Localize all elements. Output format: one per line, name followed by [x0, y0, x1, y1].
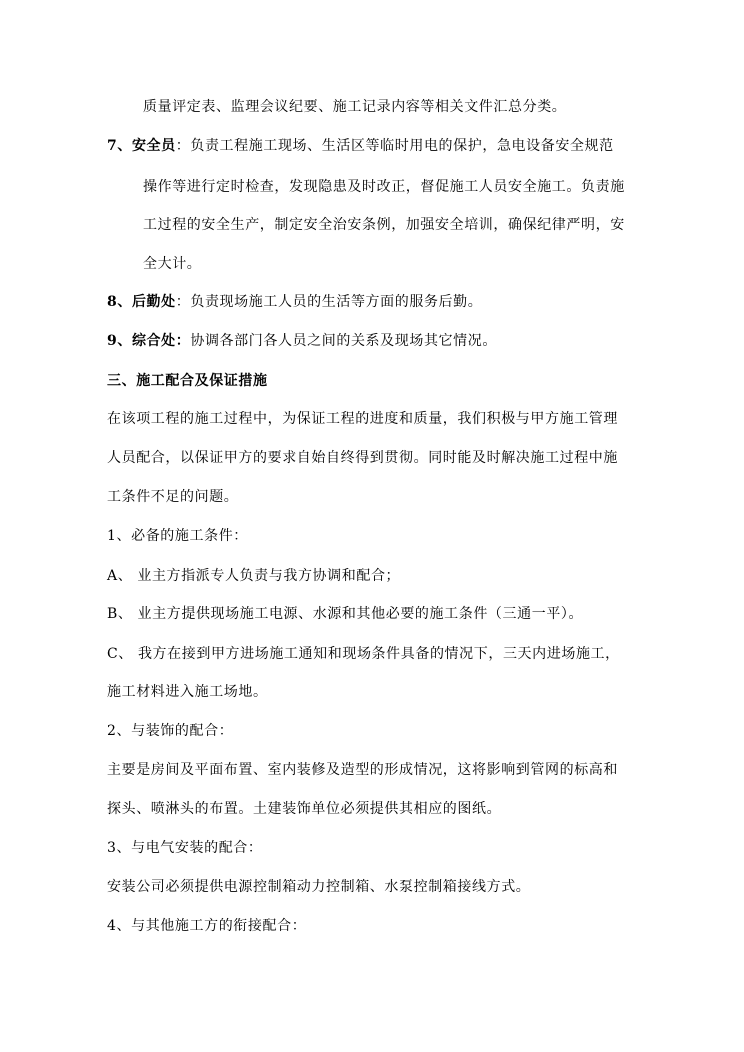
item-8	[107, 292, 482, 312]
text-line: 操作等进行定时检查，发现隐患及时改正，督促施工人员安全施工。负责施	[143, 179, 625, 195]
item-8-label: 8、后勤处	[107, 294, 176, 310]
item-7-text: ：负责工程施工现场、生活区等临时用电的保护，急电设备安全规范	[175, 138, 614, 154]
text-line: 在该项工程的施工过程中，为保证工程的进度和质量，我们积极与甲方施工管理	[107, 411, 618, 427]
subsection-heading: 2、与装饰的配合：	[107, 723, 234, 739]
text-line: 探头、喷淋头的布置。土建装饰单位必须提供其相应的图纸。	[107, 801, 502, 817]
text-line: 全大计。	[143, 256, 202, 272]
text-line: 安装公司必须提供电源控制箱动力控制箱、水泵控制箱接线方式。	[107, 879, 531, 895]
text-line: 主要是房间及平面布置、室内装修及造型的形成情况，这将影响到管网的标高和	[107, 762, 618, 778]
list-item: B、 业主方提供现场施工电源、水源和其他必要的施工条件（三通一平）。	[107, 606, 584, 622]
item-8-text: ：负责现场施工人员的生活等方面的服务后勤。	[175, 294, 483, 310]
text-line: 施工材料进入施工场地。	[107, 684, 268, 700]
text-line: 工条件不足的问题。	[107, 489, 239, 505]
item-9-label: 9、综合处：	[107, 333, 191, 349]
item-7-label: 7、安全员	[107, 138, 176, 154]
text-line: 工过程的安全生产，制定安全治安条例，加强安全培训，确保纪律严明，安	[143, 217, 625, 233]
subsection-heading: 3、与电气安装的配合：	[107, 840, 263, 856]
subsection-heading: 1、必备的施工条件：	[107, 528, 248, 544]
item-9-text: 协调各部门各人员之间的关系及现场其它情况。	[190, 333, 497, 349]
text-line: 人员配合，以保证甲方的要求自始自终得到贯彻。同时能及时解决施工过程中施	[107, 450, 618, 466]
subsection-heading: 4、与其他施工方的衔接配合：	[107, 918, 307, 934]
item-7	[107, 136, 614, 156]
list-item: C、 我方在接到甲方进场施工通知和现场条件具备的情况下，三天内进场施工，	[107, 646, 620, 662]
list-item: A、 业主方指派专人负责与我方协调和配合；	[107, 568, 401, 584]
text-line: 质量评定表、监理会议纪要、施工记录内容等相关文件汇总分类。	[143, 99, 567, 115]
section-heading: 三、施工配合及保证措施	[107, 373, 268, 389]
item-9	[107, 331, 497, 351]
